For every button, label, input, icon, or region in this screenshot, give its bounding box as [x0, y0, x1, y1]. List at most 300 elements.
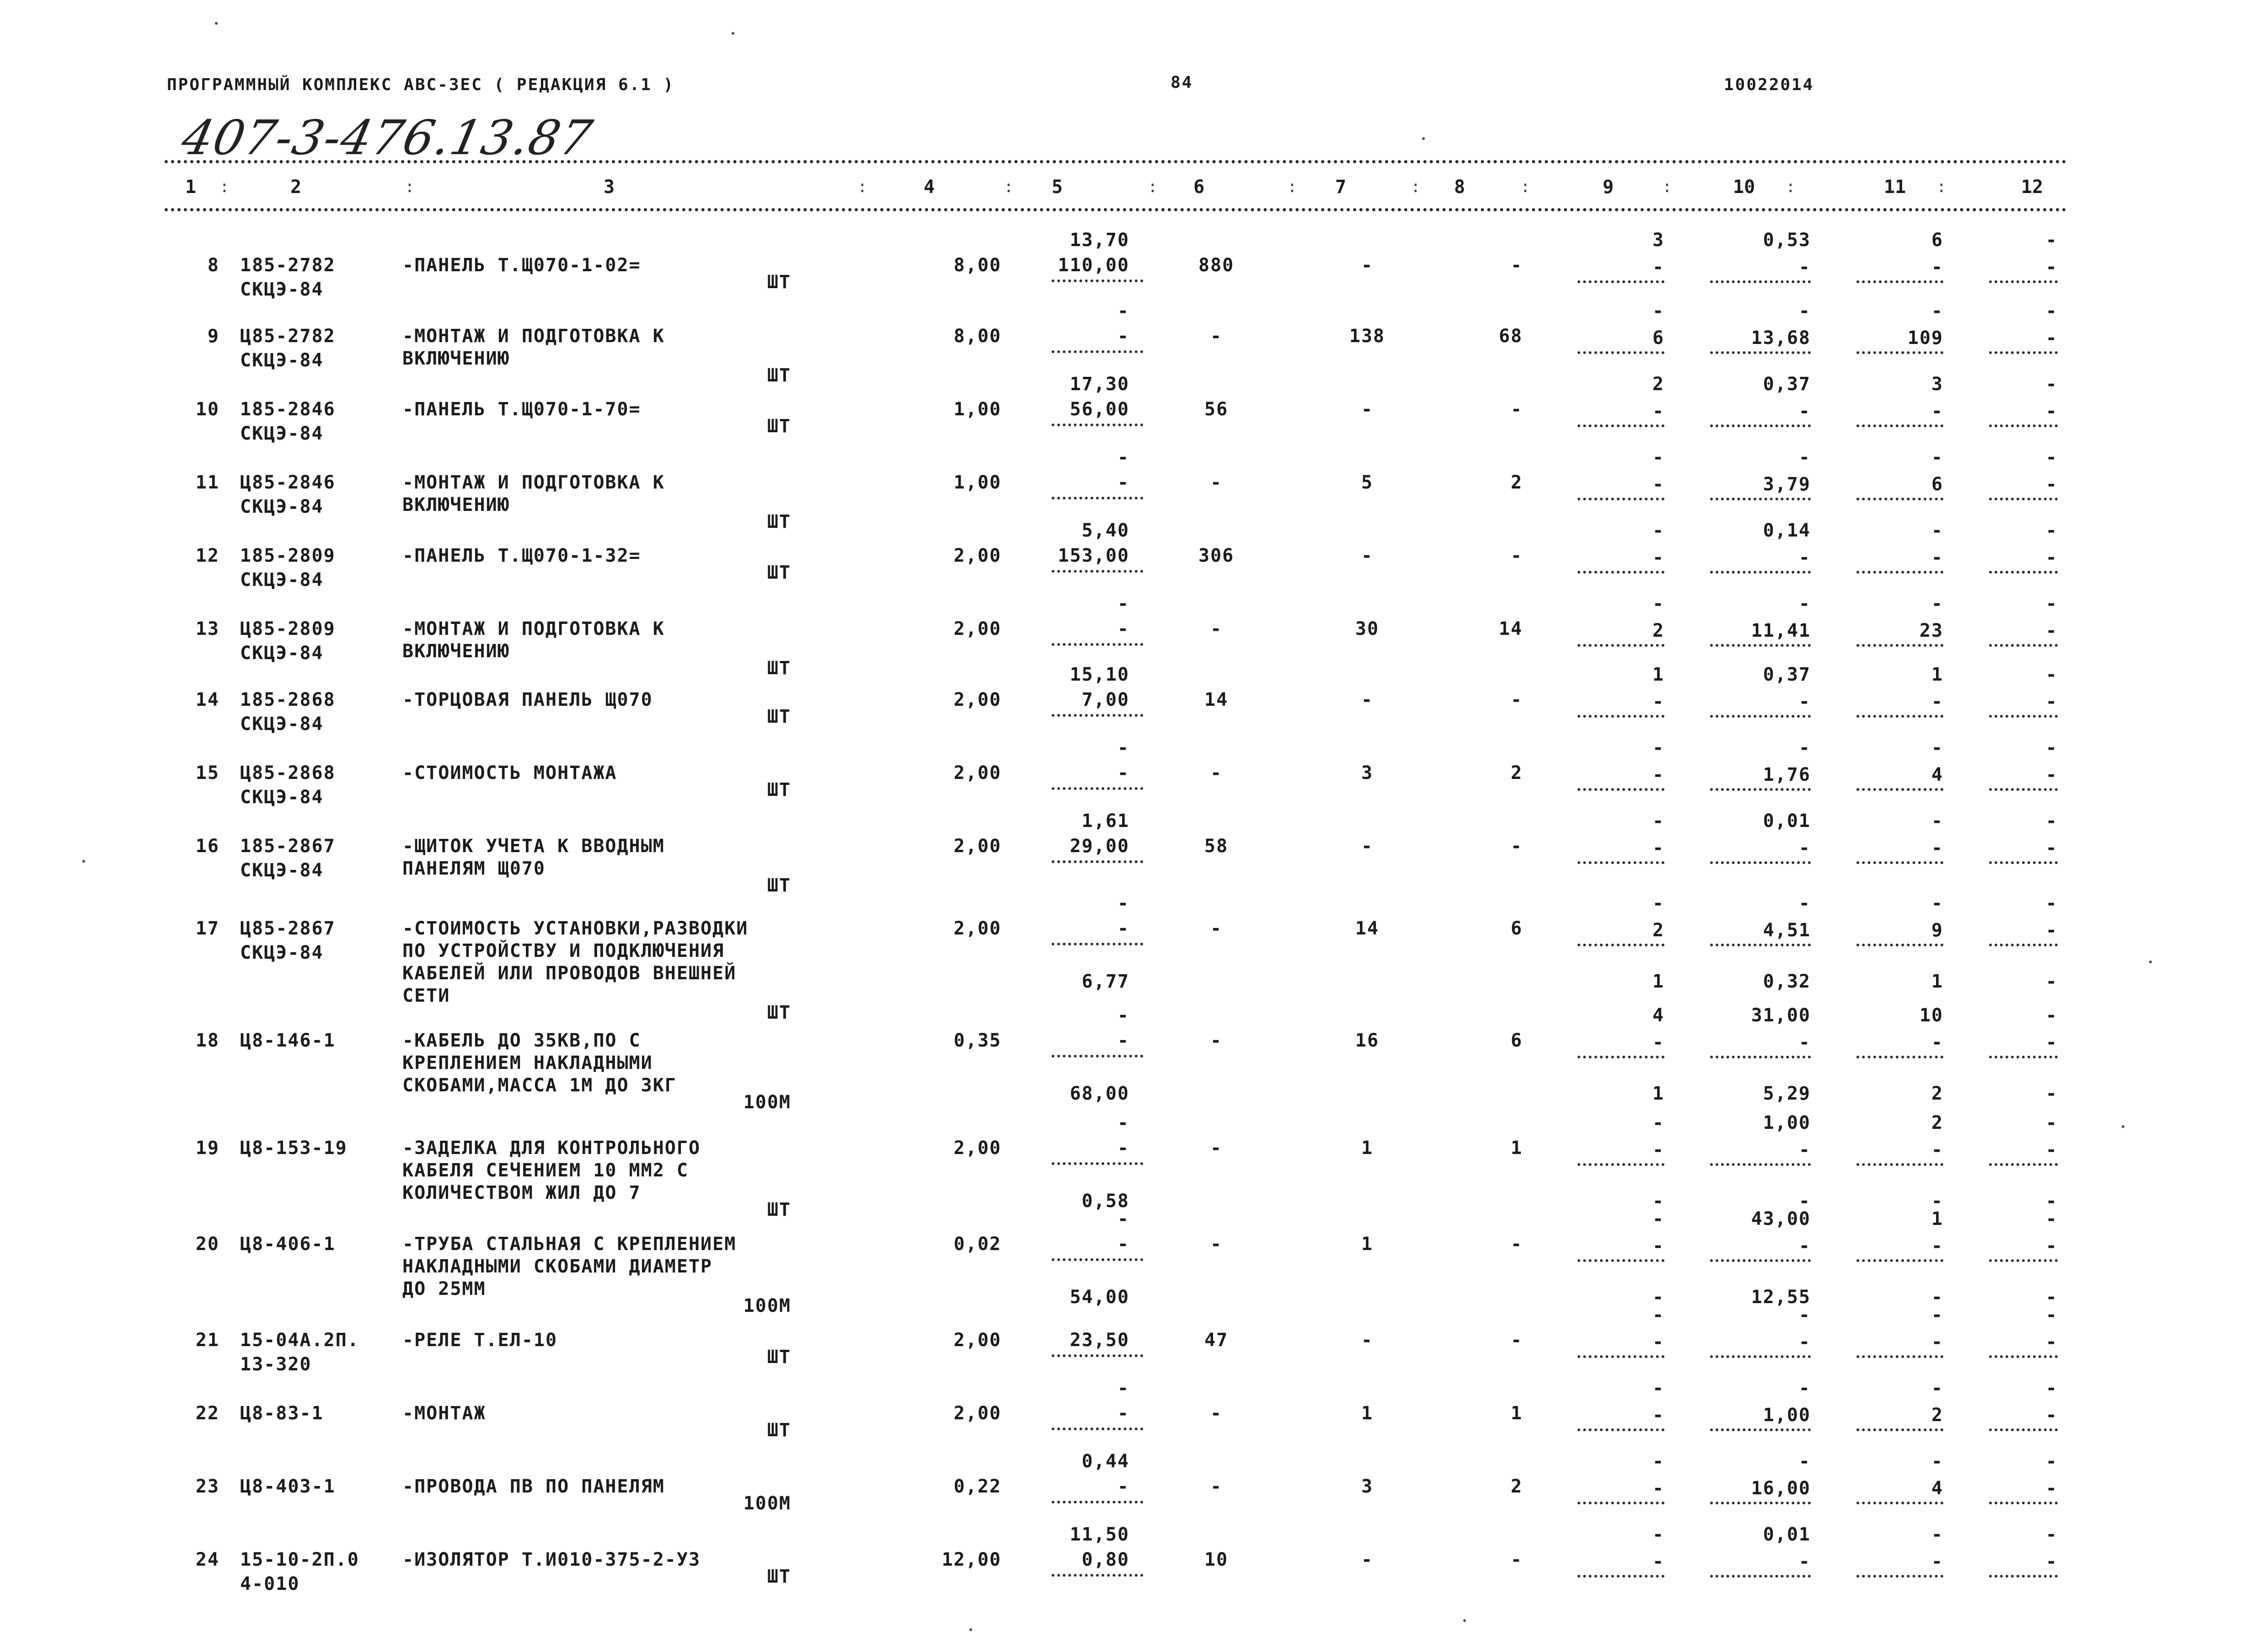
row-c12-lower: - [2045, 971, 2058, 992]
row-code: Ц85-2782 [240, 326, 336, 347]
row-description: ВКЛЮЧЕНИЮ [402, 494, 510, 515]
row-c9-main: - [1652, 1235, 1664, 1256]
column-separator: : [405, 177, 415, 196]
subtotal-rule [1856, 1259, 1943, 1262]
row-c9-main: 2 [1652, 920, 1664, 941]
row-c11-main: - [1931, 1139, 1943, 1160]
row-quantity: 2,00 [953, 1403, 1001, 1424]
row-unit: ШТ [767, 658, 791, 679]
row-cost-total: - [1210, 918, 1223, 939]
row-quantity: 8,00 [953, 326, 1001, 347]
row-c10-main: - [1798, 1331, 1811, 1353]
row-c9-upper: - [1652, 1304, 1664, 1326]
row-description: -СТОИМОСТЬ УСТАНОВКИ,РАЗВОДКИ [402, 918, 749, 939]
subtotal-rule [1052, 943, 1143, 945]
row-code: СКЦЭ-84 [240, 860, 324, 881]
row-c12-main: - [2045, 547, 2058, 568]
subtotal-rule [1578, 571, 1664, 574]
row-c9-main: - [1652, 1331, 1664, 1353]
row-price: 5,40 [1081, 520, 1129, 541]
row-c12-upper: - [2045, 1005, 2058, 1026]
row-description: ВКЛЮЧЕНИЮ [402, 348, 510, 369]
row-price: 13,70 [1070, 230, 1129, 251]
row-cost-machines: 6 [1510, 1030, 1523, 1051]
row-c11-upper: - [1931, 1304, 1943, 1326]
row-cost-wages: 14 [1355, 918, 1380, 939]
row-cost-total: 58 [1204, 836, 1229, 857]
row-c10-upper: 43,00 [1751, 1208, 1811, 1229]
row-c12-upper: - [2045, 1304, 2058, 1326]
subtotal-rule [1856, 1163, 1943, 1166]
row-c11-upper: - [1931, 593, 1943, 614]
row-number: 11 [195, 472, 219, 493]
row-quantity: 2,00 [953, 1330, 1001, 1351]
row-quantity: 2,00 [953, 689, 1001, 710]
row-code: 15-04А.2П. [240, 1330, 359, 1351]
row-cost-total: - [1210, 472, 1223, 493]
row-cost-total: 10 [1204, 1549, 1229, 1570]
row-code: Ц8-146-1 [240, 1030, 336, 1051]
row-quantity: 2,00 [953, 1138, 1001, 1159]
subtotal-rule [1052, 714, 1143, 717]
row-c11-upper: 1 [1931, 1208, 1943, 1229]
column-separator: : [1287, 177, 1297, 196]
subtotal-rule [1989, 861, 2058, 864]
row-c11-upper: 2 [1931, 1112, 1943, 1133]
row-unit: ШТ [767, 875, 791, 896]
row-description: -ИЗОЛЯТОР Т.И010-375-2-У3 [402, 1549, 701, 1570]
row-c9-upper: - [1652, 301, 1664, 322]
row-c12-upper: - [2045, 811, 2058, 832]
row-c10-main: - [1798, 1032, 1811, 1053]
subtotal-rule [1052, 570, 1143, 573]
row-quantity: 0,02 [953, 1234, 1001, 1255]
subtotal-rule [1710, 280, 1811, 283]
subtotal-rule [1856, 571, 1943, 574]
row-description: -ПАНЕЛЬ Т.Щ070-1-70= [402, 399, 641, 420]
row-c12-main: - [2045, 474, 2058, 495]
row-c9-main: - [1652, 691, 1664, 712]
row-c9-upper: - [1652, 447, 1664, 468]
row-c9-upper: - [1652, 1378, 1664, 1399]
row-price: - [1117, 918, 1129, 939]
subtotal-rule [1856, 861, 1943, 864]
row-price: - [1117, 1005, 1129, 1026]
row-c12-main: - [2045, 620, 2058, 641]
row-cost-total: - [1210, 1476, 1223, 1497]
row-code: Ц8-153-19 [240, 1138, 348, 1159]
row-price: 0,80 [1081, 1549, 1129, 1570]
subtotal-rule [1052, 350, 1143, 353]
row-code: 185-2868 [240, 689, 336, 710]
row-cost-wages: - [1361, 545, 1374, 566]
row-cost-machines: - [1510, 1234, 1523, 1255]
row-c10-main: 4,51 [1763, 920, 1811, 941]
row-price: - [1117, 762, 1129, 784]
row-code: 185-2809 [240, 545, 336, 566]
row-cost-total: - [1210, 1138, 1223, 1159]
row-c11-main: 2 [1931, 1405, 1943, 1426]
row-c11-main: 9 [1931, 920, 1943, 941]
subtotal-rule [1989, 1502, 2058, 1504]
row-price: 68,00 [1070, 1083, 1129, 1104]
row-code: СКЦЭ-84 [240, 942, 324, 963]
row-code: 185-2782 [240, 255, 336, 276]
row-price: - [1117, 1403, 1129, 1424]
row-c11-main: - [1931, 837, 1943, 859]
row-price: 17,30 [1070, 374, 1129, 395]
row-code: Ц85-2809 [240, 618, 336, 639]
column-number-12: 12 [2021, 177, 2043, 198]
subtotal-rule [1710, 715, 1811, 718]
row-c11-upper: - [1931, 447, 1943, 468]
row-cost-machines: - [1510, 1330, 1523, 1351]
column-separator: : [1148, 177, 1158, 196]
row-price: - [1117, 737, 1129, 758]
row-c10-main: 16,00 [1751, 1478, 1811, 1499]
row-description: КАБЕЛЯ СЕЧЕНИЕМ 10 ММ2 С [402, 1160, 689, 1181]
row-code: 15-10-2П.0 [240, 1549, 359, 1570]
column-separator: : [1786, 177, 1796, 196]
subtotal-rule [1989, 1259, 2058, 1262]
subtotal-rule [1052, 279, 1143, 282]
row-price: 1,61 [1081, 811, 1129, 832]
subtotal-rule [1578, 424, 1664, 427]
row-code: Ц8-83-1 [240, 1403, 324, 1424]
subtotal-rule [1856, 644, 1943, 647]
row-price: 0,44 [1081, 1451, 1129, 1472]
row-cost-wages: - [1361, 399, 1374, 420]
row-description: -ТОРЦОВАЯ ПАНЕЛЬ Щ070 [402, 689, 653, 710]
subtotal-rule [1578, 1355, 1664, 1358]
row-c12-upper: - [2045, 1524, 2058, 1545]
subtotal-rule [1052, 1055, 1143, 1058]
row-c12-main: - [2045, 1331, 2058, 1353]
column-number-11: 11 [1884, 177, 1906, 198]
row-price: - [1117, 326, 1129, 347]
row-cost-machines: - [1510, 836, 1523, 857]
row-c9-upper: - [1652, 811, 1664, 832]
row-c9-upper: 1 [1652, 664, 1664, 685]
row-price: 6,77 [1081, 971, 1129, 992]
row-c12-upper: - [2045, 1208, 2058, 1229]
subtotal-rule [1989, 944, 2058, 946]
row-code: СКЦЭ-84 [240, 714, 324, 735]
subtotal-rule [1710, 1428, 1811, 1431]
row-cost-machines: 1 [1510, 1138, 1523, 1159]
document-code: 10022014 [1724, 75, 1814, 94]
row-description: -ПРОВОДА ПВ ПО ПАНЕЛЯМ [402, 1476, 665, 1497]
subtotal-rule [1856, 1355, 1943, 1358]
subtotal-rule [1710, 944, 1811, 946]
subtotal-rule [1578, 861, 1664, 864]
row-c9-upper: - [1652, 520, 1664, 541]
row-price: 29,00 [1070, 836, 1129, 857]
row-code: СКЦЭ-84 [240, 279, 324, 300]
row-description: КАБЕЛЕЙ ИЛИ ПРОВОДОВ ВНЕШНЕЙ [402, 963, 737, 984]
row-number: 19 [195, 1138, 219, 1159]
row-number: 20 [195, 1234, 219, 1255]
row-price: - [1117, 472, 1129, 493]
row-c12-main: - [2045, 327, 2058, 349]
subtotal-rule [1578, 644, 1664, 647]
subtotal-rule [1856, 424, 1943, 427]
row-c9-main: - [1652, 837, 1664, 859]
subtotal-rule [1710, 498, 1811, 500]
row-cost-total: - [1210, 1234, 1223, 1255]
row-unit: ШТ [767, 1199, 791, 1220]
subtotal-rule [1710, 1259, 1811, 1262]
row-description: СКОБАМИ,МАССА 1М ДО 3КГ [402, 1075, 677, 1096]
row-description: -МОНТАЖ [402, 1403, 486, 1424]
row-cost-machines: - [1510, 545, 1523, 566]
row-c9-main: - [1652, 547, 1664, 568]
row-cost-wages: 3 [1361, 1476, 1374, 1497]
subtotal-rule [1856, 1428, 1943, 1431]
row-c9-main: - [1652, 257, 1664, 278]
row-cost-wages: 1 [1361, 1234, 1374, 1255]
subtotal-rule [1710, 424, 1811, 427]
subtotal-rule [1856, 351, 1943, 354]
row-cost-machines: - [1510, 1549, 1523, 1570]
row-c11-main: 6 [1931, 474, 1943, 495]
row-c10-upper: 0,53 [1763, 230, 1811, 251]
row-cost-machines: - [1510, 399, 1523, 420]
row-c10-lower: 0,32 [1763, 971, 1811, 992]
subtotal-rule [1578, 1502, 1664, 1504]
row-cost-machines: 14 [1498, 618, 1523, 639]
row-cost-total: - [1210, 1030, 1223, 1051]
row-quantity: 2,00 [953, 762, 1001, 784]
subtotal-rule [1052, 1574, 1143, 1577]
row-price: - [1117, 1030, 1129, 1051]
row-c12-main: - [2045, 837, 2058, 859]
subtotal-rule [1989, 1163, 2058, 1166]
row-unit: ШТ [767, 272, 791, 293]
row-number: 17 [195, 918, 219, 939]
row-price: - [1117, 1234, 1129, 1255]
row-unit: ШТ [767, 1347, 791, 1368]
row-c12-upper: - [2045, 520, 2058, 541]
row-cost-machines: 68 [1498, 326, 1523, 347]
subtotal-rule [1052, 1428, 1143, 1430]
column-separator: : [1520, 177, 1530, 196]
row-price: 153,00 [1058, 545, 1129, 566]
row-c9-upper: 2 [1652, 374, 1664, 395]
subtotal-rule [1710, 1355, 1811, 1358]
subtotal-rule [1578, 351, 1664, 354]
row-c12-upper: - [2045, 664, 2058, 685]
row-cost-total: - [1210, 1403, 1223, 1424]
row-cost-machines: 2 [1510, 762, 1523, 784]
row-quantity: 12,00 [941, 1549, 1001, 1570]
row-number: 15 [195, 762, 219, 784]
row-c11-main: - [1931, 1551, 1943, 1572]
row-unit: ШТ [767, 416, 791, 437]
row-number: 16 [195, 836, 219, 857]
row-c11-main: - [1931, 257, 1943, 278]
row-c10-lower: - [1798, 1191, 1811, 1212]
row-c11-main: - [1931, 691, 1943, 712]
row-cost-wages: - [1361, 1549, 1374, 1570]
row-code: СКЦЭ-84 [240, 423, 324, 444]
row-cost-machines: 2 [1510, 1476, 1523, 1497]
row-cost-total: 306 [1198, 545, 1235, 566]
row-c10-upper: - [1798, 1451, 1811, 1472]
row-number: 21 [195, 1330, 219, 1351]
row-c11-lower: 2 [1931, 1083, 1943, 1104]
column-number-9: 9 [1603, 177, 1614, 198]
row-price: 0,58 [1081, 1191, 1129, 1212]
row-cost-machines: - [1510, 255, 1523, 276]
row-c10-upper: - [1798, 737, 1811, 758]
subtotal-rule [1856, 1502, 1943, 1504]
row-price: 56,00 [1070, 399, 1129, 420]
column-number-10: 10 [1733, 177, 1755, 198]
column-number-8: 8 [1454, 177, 1466, 198]
subtotal-rule [1578, 1428, 1664, 1431]
row-c12-main: - [2045, 401, 2058, 422]
row-cost-wages: 16 [1355, 1030, 1380, 1051]
row-c11-main: - [1931, 1235, 1943, 1256]
row-c10-main: - [1798, 547, 1811, 568]
row-code: СКЦЭ-84 [240, 496, 324, 517]
subtotal-rule [1052, 1258, 1143, 1261]
row-c12-lower: - [2045, 1083, 2058, 1104]
row-c10-main: - [1798, 691, 1811, 712]
column-number-2: 2 [290, 177, 302, 198]
row-quantity: 8,00 [953, 255, 1001, 276]
row-code: Ц8-403-1 [240, 1476, 336, 1497]
row-c9-upper: - [1652, 1208, 1664, 1229]
subtotal-rule [1710, 788, 1811, 791]
handwritten-stamp: 407-3-476.13.87 [177, 110, 598, 166]
row-price: 11,50 [1070, 1524, 1129, 1545]
row-c9-upper: - [1652, 737, 1664, 758]
row-c10-main: - [1798, 1235, 1811, 1256]
row-description: -ЗАДЕЛКА ДЛЯ КОНТРОЛЬНОГО [402, 1138, 701, 1159]
subtotal-rule [1578, 1163, 1664, 1166]
row-c12-main: - [2045, 1139, 2058, 1160]
row-c10-upper: 0,37 [1763, 664, 1811, 685]
row-cost-wages: 138 [1349, 326, 1385, 347]
row-c10-upper: 0,01 [1763, 811, 1811, 832]
row-c9-upper: - [1652, 1112, 1664, 1133]
row-price: 23,50 [1070, 1330, 1129, 1351]
subtotal-rule [1052, 643, 1143, 646]
row-quantity: 2,00 [953, 618, 1001, 639]
row-c11-upper: - [1931, 301, 1943, 322]
subtotal-rule [1989, 424, 2058, 427]
row-c12-upper: - [2045, 374, 2058, 395]
subtotal-rule [1989, 280, 2058, 283]
row-c12-upper: - [2045, 1451, 2058, 1472]
column-number-5: 5 [1052, 177, 1063, 198]
subtotal-rule [1578, 1259, 1664, 1262]
row-c11-upper: 10 [1919, 1005, 1943, 1026]
column-separator: : [1662, 177, 1672, 196]
row-cost-wages: - [1361, 836, 1374, 857]
subtotal-rule [1989, 1056, 2058, 1058]
row-c9-main: - [1652, 764, 1664, 785]
row-c11-main: - [1931, 1331, 1943, 1353]
row-c10-upper: - [1798, 447, 1811, 468]
row-quantity: 2,00 [953, 918, 1001, 939]
row-price: - [1117, 1378, 1129, 1399]
row-cost-wages: 1 [1361, 1138, 1374, 1159]
subtotal-rule [1989, 1355, 2058, 1358]
row-description: ВКЛЮЧЕНИЮ [402, 641, 510, 662]
subtotal-rule [1989, 571, 2058, 574]
row-description: КОЛИЧЕСТВОМ ЖИЛ ДО 7 [402, 1182, 641, 1203]
subtotal-rule [1856, 1056, 1943, 1058]
row-number: 23 [195, 1476, 219, 1497]
row-description: -РЕЛЕ Т.ЕЛ-10 [402, 1330, 558, 1351]
row-c11-lower: - [1931, 1191, 1943, 1212]
row-price: 7,00 [1081, 689, 1129, 710]
page-number: 84 [1171, 73, 1193, 92]
row-price: 15,10 [1070, 664, 1129, 685]
row-c10-main: - [1798, 401, 1811, 422]
row-c10-upper: - [1798, 893, 1811, 914]
row-c11-main: - [1931, 547, 1943, 568]
subtotal-rule [1856, 1575, 1943, 1578]
row-c10-upper: - [1798, 1378, 1811, 1399]
row-number: 14 [195, 689, 219, 710]
row-code: СКЦЭ-84 [240, 643, 324, 664]
row-c12-upper: - [2045, 447, 2058, 468]
subtotal-rule [1578, 715, 1664, 718]
row-price: - [1117, 1112, 1129, 1133]
subtotal-rule [1052, 860, 1143, 863]
row-c11-upper: 3 [1931, 374, 1943, 395]
row-cost-machines: - [1510, 689, 1523, 710]
row-c11-lower: 1 [1931, 971, 1943, 992]
subtotal-rule [1989, 788, 2058, 791]
row-description: -СТОИМОСТЬ МОНТАЖА [402, 762, 617, 784]
row-c12-upper: - [2045, 737, 2058, 758]
row-c9-main: - [1652, 1478, 1664, 1499]
row-c12-upper: - [2045, 593, 2058, 614]
row-quantity: 0,22 [953, 1476, 1001, 1497]
row-price: 110,00 [1058, 255, 1129, 276]
subtotal-rule [1052, 1501, 1143, 1503]
row-c12-upper: - [2045, 1378, 2058, 1399]
row-price: - [1117, 1208, 1129, 1229]
row-c10-main: 1,76 [1763, 764, 1811, 785]
row-description: -МОНТАЖ И ПОДГОТОВКА К [402, 472, 665, 493]
row-c10-upper: 0,14 [1763, 520, 1811, 541]
subtotal-rule [1052, 1354, 1143, 1357]
row-c10-upper: 1,00 [1763, 1112, 1811, 1133]
row-price: - [1117, 593, 1129, 614]
row-c10-lower: 12,55 [1751, 1287, 1811, 1308]
row-c9-main: - [1652, 1032, 1664, 1053]
table-top-rule [165, 160, 2067, 163]
row-description: ДО 25ММ [402, 1278, 486, 1299]
row-description: -МОНТАЖ И ПОДГОТОВКА К [402, 618, 665, 639]
row-c10-lower: 5,29 [1763, 1083, 1811, 1104]
row-number: 10 [195, 399, 219, 420]
row-cost-wages: 30 [1355, 618, 1380, 639]
row-price: - [1117, 618, 1129, 639]
subtotal-rule [1710, 644, 1811, 647]
row-code: СКЦЭ-84 [240, 569, 324, 590]
row-c10-main: 3,79 [1763, 474, 1811, 495]
row-code: Ц8-406-1 [240, 1234, 336, 1255]
program-header: ПРОГРАММНЫЙ КОМПЛЕКС АВС-ЗЕС ( РЕДАКЦИЯ 6.1 ) [167, 75, 675, 94]
subtotal-rule [1989, 715, 2058, 718]
